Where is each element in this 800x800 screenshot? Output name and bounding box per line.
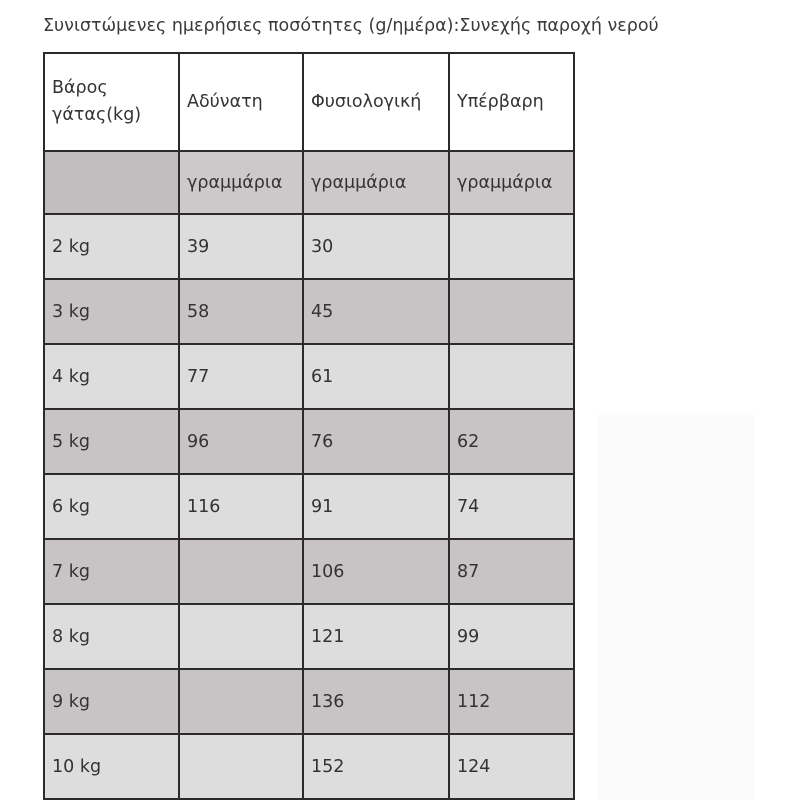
header-row (44, 53, 574, 151)
cell-weight: 9 kg (44, 669, 179, 734)
header-normal: Φυσιολογική (303, 53, 449, 151)
cell-weight: 2 kg (44, 214, 179, 279)
cell-overweight (449, 344, 574, 409)
cell-normal: 61 (303, 344, 449, 409)
unit-underweight: γραμμάρια (179, 151, 303, 214)
cell-overweight: 62 (449, 409, 574, 474)
cell-underweight: 116 (179, 474, 303, 539)
cell-underweight: 96 (179, 409, 303, 474)
table-row (44, 734, 574, 799)
table-row (44, 669, 574, 734)
cell-normal: 121 (303, 604, 449, 669)
cell-underweight: 58 (179, 279, 303, 344)
cell-underweight: 39 (179, 214, 303, 279)
unit-normal: γραμμάρια (303, 151, 449, 214)
cell-normal: 45 (303, 279, 449, 344)
cell-weight: 10 kg (44, 734, 179, 799)
cell-underweight (179, 669, 303, 734)
unit-overweight: γραμμάρια (449, 151, 574, 214)
cell-overweight: 74 (449, 474, 574, 539)
cell-normal: 30 (303, 214, 449, 279)
table-title: Συνιστώμενες ημερήσιες ποσότητες (g/ημέρα):Συνεχής παροχή νερού (43, 16, 659, 36)
header-weight: Βάρος γάτας(kg) (44, 53, 179, 151)
cell-weight: 6 kg (44, 474, 179, 539)
background-panel (597, 415, 755, 800)
cell-weight: 8 kg (44, 604, 179, 669)
cell-overweight: 112 (449, 669, 574, 734)
cell-overweight: 124 (449, 734, 574, 799)
cell-overweight: 99 (449, 604, 574, 669)
cell-normal: 76 (303, 409, 449, 474)
table-row (44, 214, 574, 279)
unit-weight (44, 151, 179, 214)
table-row (44, 604, 574, 669)
header-underweight: Αδύνατη (179, 53, 303, 151)
cell-underweight (179, 539, 303, 604)
cell-weight: 5 kg (44, 409, 179, 474)
table-row (44, 279, 574, 344)
cell-underweight: 77 (179, 344, 303, 409)
feeding-table (43, 52, 575, 800)
cell-underweight (179, 604, 303, 669)
cell-weight: 4 kg (44, 344, 179, 409)
table-row (44, 409, 574, 474)
table-row (44, 344, 574, 409)
cell-overweight: 87 (449, 539, 574, 604)
cell-overweight (449, 279, 574, 344)
cell-overweight (449, 214, 574, 279)
cell-normal: 152 (303, 734, 449, 799)
cell-normal: 106 (303, 539, 449, 604)
cell-weight: 3 kg (44, 279, 179, 344)
units-row (44, 151, 574, 214)
table-row (44, 474, 574, 539)
cell-normal: 136 (303, 669, 449, 734)
cell-weight: 7 kg (44, 539, 179, 604)
cell-underweight (179, 734, 303, 799)
table-row (44, 539, 574, 604)
cell-normal: 91 (303, 474, 449, 539)
header-overweight: Υπέρβαρη (449, 53, 574, 151)
